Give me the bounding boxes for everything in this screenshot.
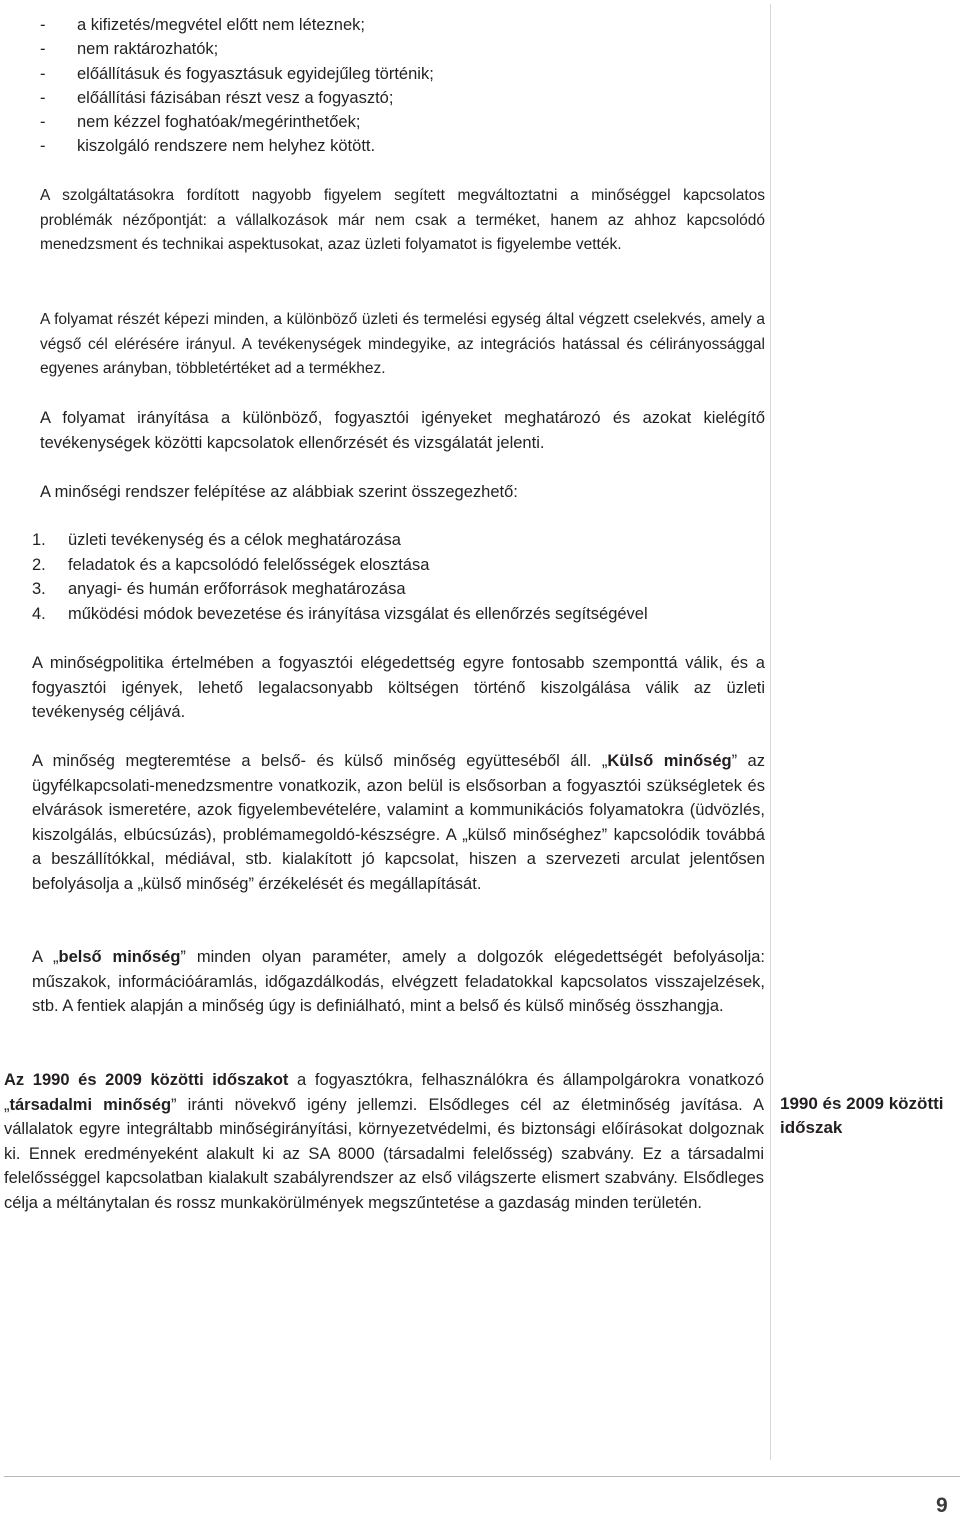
column-divider bbox=[770, 4, 771, 1460]
margin-note: 1990 és 2009 közötti időszak bbox=[780, 1094, 944, 1137]
paragraph-2: A folyamat részét képezi minden, a különböző üzleti és termelési egység által végzett cselekvés, amely a végső cél elérésére irányul. A tevékenységek mindegyike, az integrációs hatással és célirányossággal egyenes arányban, többletértéket ad a termékhez. bbox=[40, 311, 765, 377]
paragraph-1: A szolgáltatásokra fordított nagyobb figyelem segített megváltoztatni a minőséggel kapcsolatos problémák nézőpontját: a vállalkozások már nem csak a terméket, hanem az ahhoz kapcsolódó menedzsment és technikai aspektusokat, azaz üzleti folyamatot is figyelembe vették. bbox=[40, 187, 765, 253]
paragraph-7: A „belső minőség” minden olyan paraméter, amely a dolgozók elégedettségét befolyásolja: műszakok, információáramlás, időgazdálkodás, elvégzett feladatokkal kapcsolatos visszajelzések, stb. A fentiek alapján a minőség úgy is definiálható, mint a belső és külső minőség összhangja. bbox=[32, 948, 765, 1015]
external-quality-term: Külső minőség bbox=[607, 752, 732, 770]
paragraph-4: A minőségi rendszer felépítése az alábbiak szerint összegezhető: bbox=[40, 483, 518, 501]
bullet-item: - előállítási fázisában részt vesz a fogyasztó; bbox=[40, 88, 394, 107]
paragraph-5: A minőségpolitika értelmében a fogyasztói elégedettség egyre fontosabb szemponttá válik, és a fogyasztói igények, lehető legalacsonyabb költségen történő kiszolgálása válik az üzleti tevékenység céljává. bbox=[32, 654, 765, 721]
footer-rule bbox=[4, 1476, 960, 1477]
social-quality-term: társadalmi minőség bbox=[9, 1095, 172, 1114]
numbered-item: 3. anyagi- és humán erőforrások meghatározása bbox=[32, 580, 406, 598]
paragraph-3: A folyamat irányítása a különböző, fogyasztói igényeket meghatározó és azokat kielégítő tevékenységek közötti kapcsolatok ellenőrzését és vizsgálatát jelenti. bbox=[40, 409, 765, 452]
numbered-item: 1. üzleti tevékenység és a célok meghatározása bbox=[32, 531, 401, 549]
bullet-list bbox=[40, 13, 740, 159]
numbered-list bbox=[32, 528, 767, 626]
paragraph-6: A minőség megteremtése a belső- és külső minőség együtteséből áll. „Külső minőség” az ügyfélkapcsolati-menedzsmentre vonatkozik, azon belül is elsősorban a fogyasztói szükségletek és elvárások ismeretére, azok figyelembevételére, valamint a kommunikációs folyamatokra (üdvözlés, kiszolgálás, elbúcsúzás), problémamegoldó-készségre. A „külső minőséghez” kapcsolódik továbbá a beszállítókkal, médiával, stb. kialakított jó kapcsolat, hiszen a szervezeti arculat jelentősen befolyásolja a „külső minőség” érzékelését és megállapítását. bbox=[32, 752, 765, 893]
page-number: 9 bbox=[936, 1494, 948, 1517]
bullet-item: - nem raktározhatók; bbox=[40, 40, 219, 59]
numbered-item: 2. feladatok és a kapcsolódó felelősségek elosztása bbox=[32, 555, 430, 574]
numbered-item: 4. működési módok bevezetése és irányítása vizsgálat és ellenőrzés segítségével bbox=[32, 604, 648, 623]
internal-quality-term: belső minőség bbox=[58, 948, 181, 966]
bullet-item: - nem kézzel foghatóak/megérinthetőek; bbox=[40, 113, 361, 132]
bullet-item: - kiszolgáló rendszere nem helyhez kötött. bbox=[40, 137, 376, 156]
period-term: Az 1990 és 2009 közötti időszakot bbox=[4, 1071, 289, 1089]
bullet-item: - előállításuk és fogyasztásuk egyidejűleg történik; bbox=[40, 64, 434, 83]
bullet-item: - a kifizetés/megvétel előtt nem léteznek; bbox=[40, 16, 365, 34]
paragraph-8: Az 1990 és 2009 közötti időszakot a fogyasztókra, felhasználókra és állampolgárokra vonatkozó „társadalmi minőség” iránti növekvő igény jellemzi. Elsődleges cél az életminőség javítása. A vállalatok egyre integráltabb minőségirányítási, környezetvédelmi, és biztonsági előírásokat dolgoznak ki. Ennek eredményeként alakult ki az SA 8000 (társadalmi felelősség) szabvány. Ez a társadalmi felelősséggel kapcsolatban kialakult szabályrendszer az első világszerte elismert szabvány. Elsődleges célja a méltánytalan és rossz munkakörülmények megszűntetése a gazdaság minden területén. bbox=[4, 1071, 765, 1212]
